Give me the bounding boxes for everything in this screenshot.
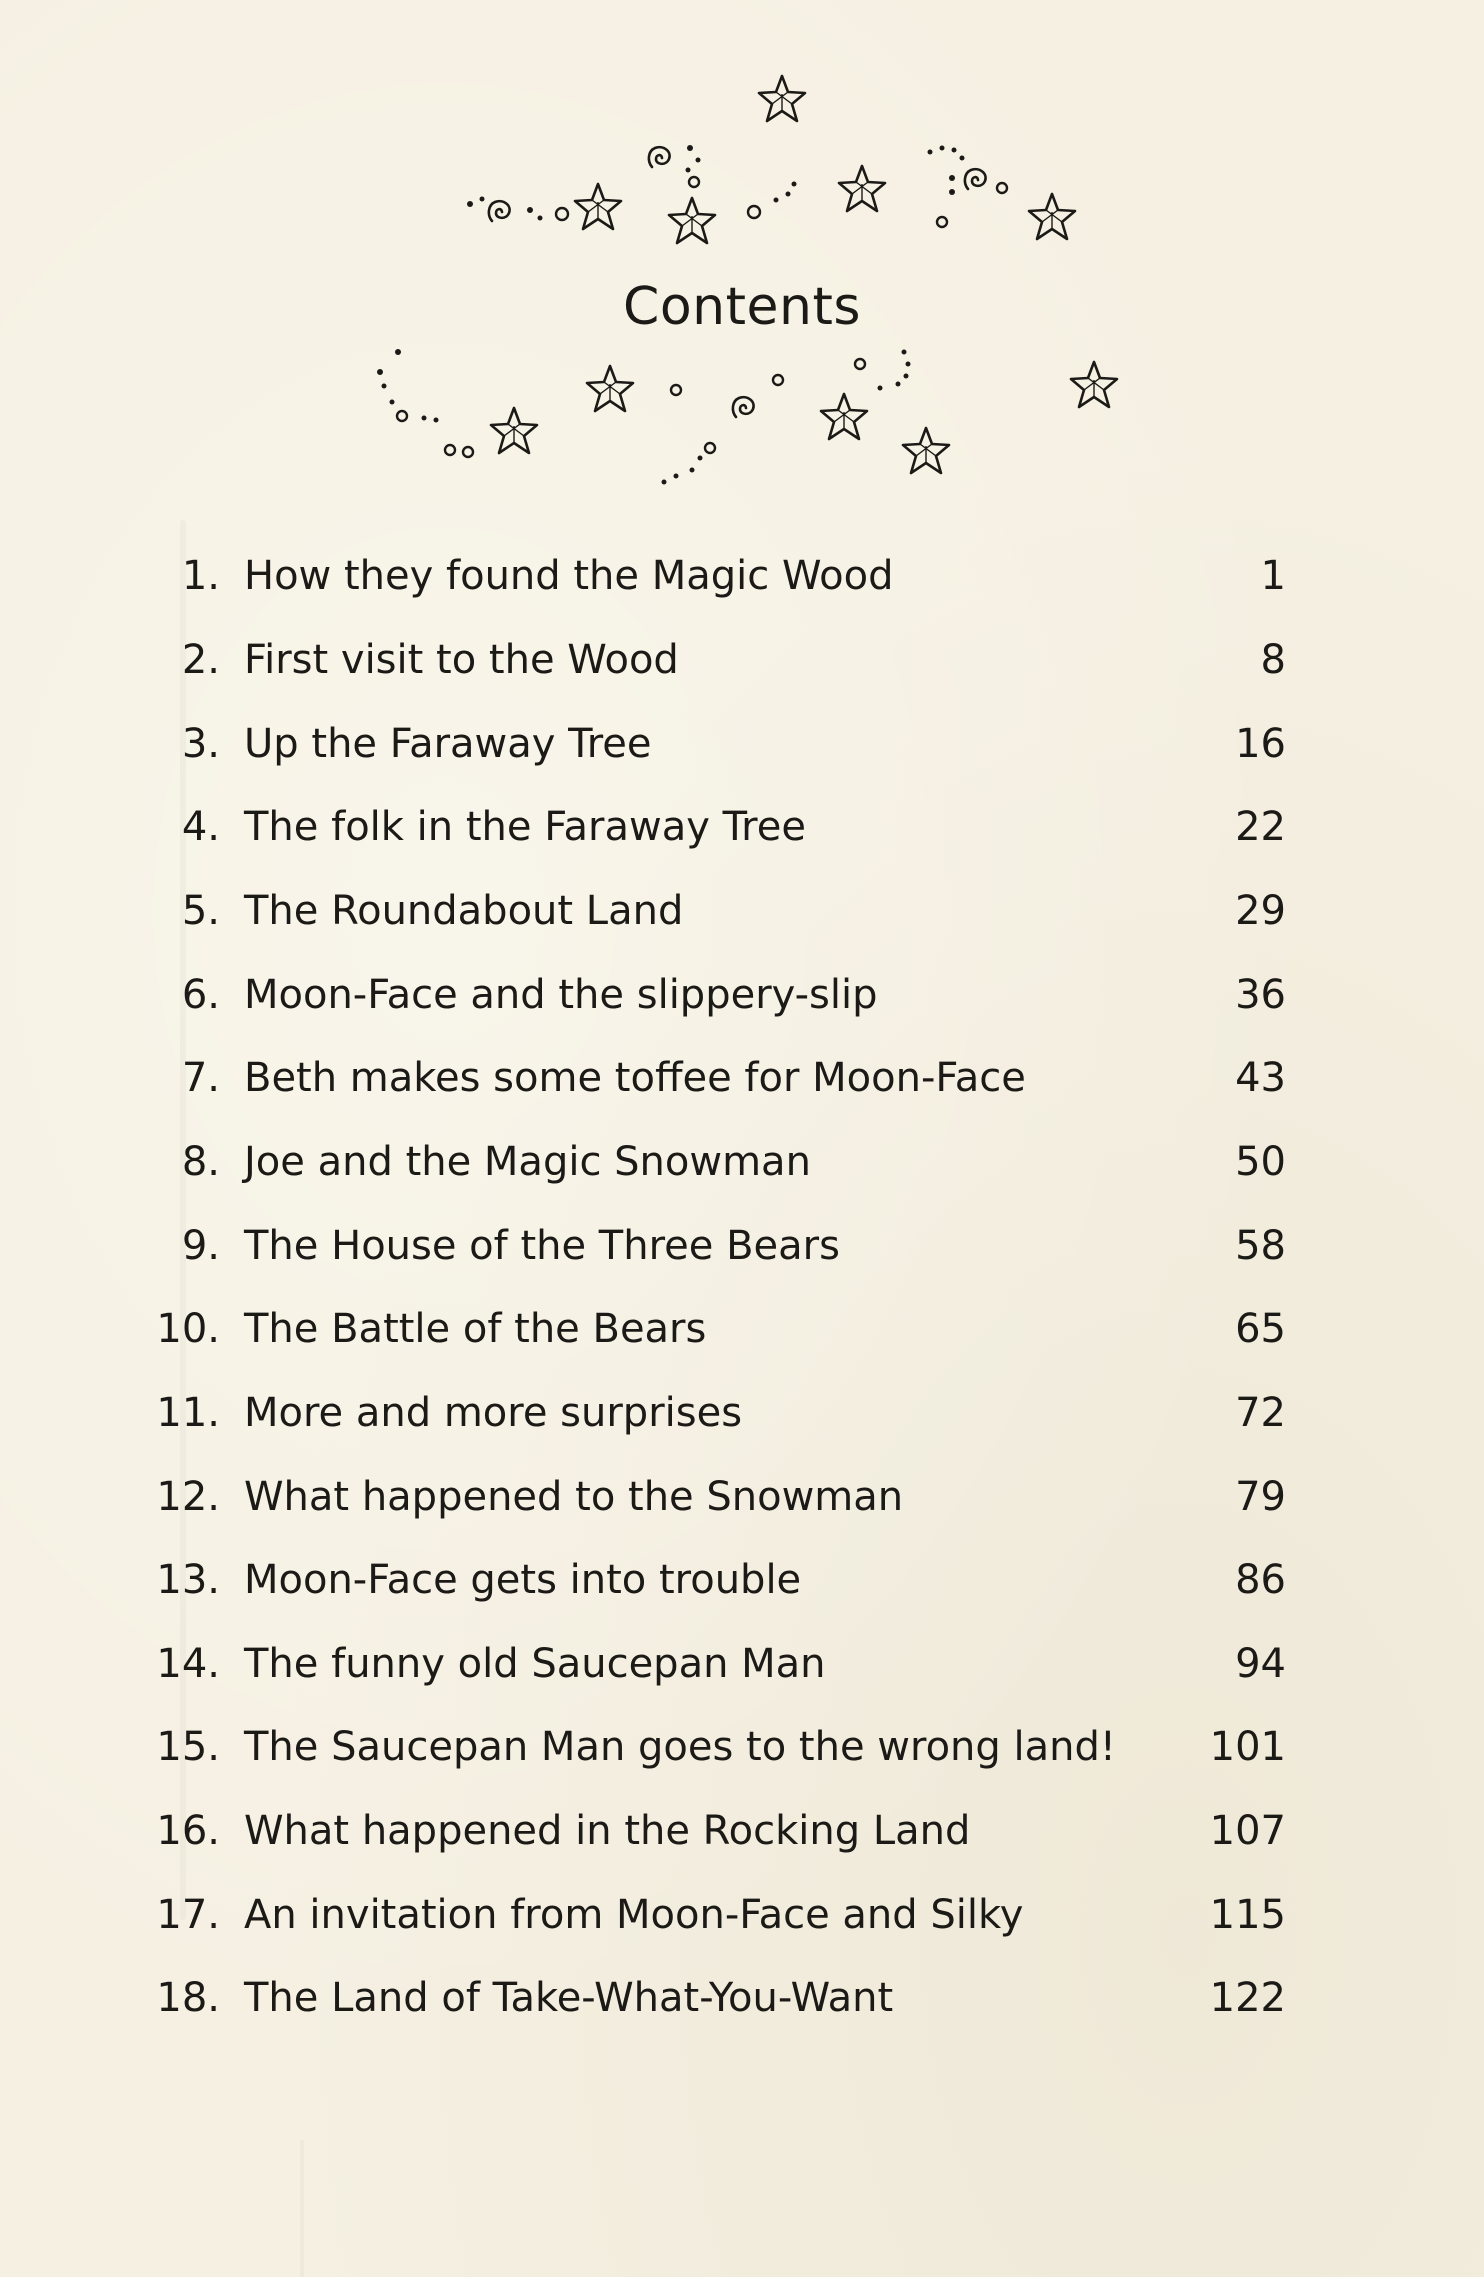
chapter-title: What happened in the Rocking Land (244, 1808, 971, 1854)
chapter-title: The funny old Saucepan Man (244, 1641, 826, 1687)
chapter-number: 18. (156, 1975, 220, 2021)
page-number: 22 (1235, 804, 1286, 850)
chapter-title: The Battle of the Bears (244, 1306, 707, 1352)
toc-entry (0, 1216, 1484, 1276)
page-number: 36 (1235, 972, 1286, 1018)
chapter-number: 1. (181, 553, 220, 599)
toc-entry (0, 714, 1484, 774)
toc-entry (0, 1885, 1484, 1945)
chapter-title: Moon-Face gets into trouble (244, 1557, 802, 1603)
toc-entry (0, 1968, 1484, 2028)
chapter-number: 14. (156, 1641, 220, 1687)
page-number: 79 (1235, 1474, 1286, 1520)
chapter-number: 2. (181, 637, 220, 683)
chapter-number: 11. (156, 1390, 220, 1436)
page-number: 86 (1235, 1557, 1286, 1603)
page-number: 29 (1235, 888, 1286, 934)
chapter-number: 5. (181, 888, 220, 934)
chapter-title: The Roundabout Land (244, 888, 684, 934)
toc-entry (0, 797, 1484, 857)
toc-entry (0, 1383, 1484, 1443)
chapter-number: 10. (156, 1306, 220, 1352)
toc-entry (0, 546, 1484, 606)
page-number: 58 (1235, 1223, 1286, 1269)
chapter-number: 8. (181, 1139, 220, 1185)
toc-entry (0, 881, 1484, 941)
chapter-title: The Saucepan Man goes to the wrong land! (244, 1724, 1116, 1770)
chapter-title: The folk in the Faraway Tree (244, 804, 806, 850)
toc-entry (0, 1132, 1484, 1192)
page-number: 8 (1260, 637, 1286, 683)
chapter-number: 17. (156, 1892, 220, 1938)
chapter-number: 6. (181, 972, 220, 1018)
toc-entry (0, 1634, 1484, 1694)
page-number: 16 (1235, 721, 1286, 767)
page-number: 43 (1235, 1055, 1286, 1101)
chapter-title: Up the Faraway Tree (244, 721, 652, 767)
chapter-title: Moon-Face and the slippery-slip (244, 972, 878, 1018)
chapter-title: What happened to the Snowman (244, 1474, 904, 1520)
chapter-title: An invitation from Moon-Face and Silky (244, 1892, 1024, 1938)
chapter-title: The Land of Take-What-You-Want (244, 1975, 894, 2021)
chapter-number: 9. (181, 1223, 220, 1269)
chapter-title: More and more surprises (244, 1390, 743, 1436)
chapter-title: First visit to the Wood (244, 637, 679, 683)
page-number: 1 (1260, 553, 1286, 599)
page-number: 65 (1235, 1306, 1286, 1352)
page-title: Contents (623, 277, 861, 337)
chapter-number: 3. (181, 721, 220, 767)
chapter-title: Joe and the Magic Snowman (244, 1139, 811, 1185)
toc-entry (0, 1801, 1484, 1861)
page-number: 122 (1209, 1975, 1286, 2021)
chapter-title: Beth makes some toffee for Moon-Face (244, 1055, 1026, 1101)
page-number: 72 (1235, 1390, 1286, 1436)
chapter-number: 12. (156, 1474, 220, 1520)
toc-entry (0, 1299, 1484, 1359)
chapter-title: How they found the Magic Wood (244, 553, 894, 599)
page-number: 107 (1209, 1808, 1286, 1854)
page-number: 94 (1235, 1641, 1286, 1687)
chapter-number: 15. (156, 1724, 220, 1770)
chapter-number: 4. (181, 804, 220, 850)
toc-entry (0, 1717, 1484, 1777)
page-number: 115 (1209, 1892, 1286, 1938)
toc-entry (0, 1048, 1484, 1108)
toc-entry (0, 965, 1484, 1025)
chapter-number: 13. (156, 1557, 220, 1603)
page-number: 50 (1235, 1139, 1286, 1185)
chapter-title: The House of the Three Bears (244, 1223, 840, 1269)
toc-entry (0, 1467, 1484, 1527)
toc-entry (0, 630, 1484, 690)
toc-entry (0, 1550, 1484, 1610)
chapter-number: 7. (181, 1055, 220, 1101)
page-number: 101 (1209, 1724, 1286, 1770)
chapter-number: 16. (156, 1808, 220, 1854)
